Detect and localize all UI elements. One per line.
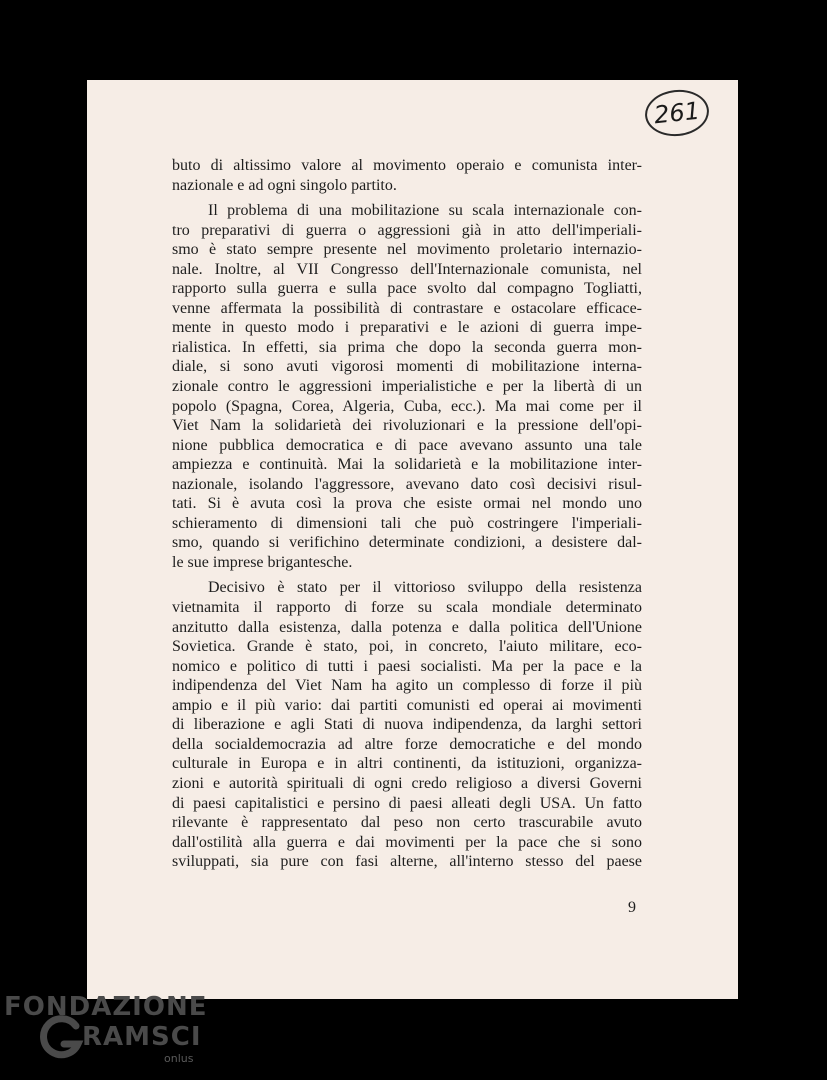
text-line: Il problema di una mobilitazione su scala internazionale con-: [208, 202, 642, 220]
text-line: ampio e il più vario: dai partiti comunisti ed operai ai movimenti: [172, 696, 642, 714]
text-line: smo è stato sempre presente nel movimento proletario internazio-: [172, 241, 642, 259]
paragraph-1: [172, 156, 642, 195]
text-line: rilevante è rappresentato dal peso non certo trascurabile avuto: [172, 814, 642, 832]
text-line: popolo (Spagna, Corea, Algeria, Cuba, ecc.). Ma mai come per il: [172, 397, 642, 415]
text-line: rialistica. In effetti, sia prima che dopo la seconda guerra mon-: [172, 338, 642, 356]
text-line: Viet Nam la solidarietà dei rivoluzionari e la pressione dell'opi-: [172, 417, 642, 435]
text-line: di liberazione e agli Stati di nuova indipendenza, da larghi settori: [172, 716, 642, 734]
logo-line-2: RAMSCI: [82, 1022, 202, 1052]
paragraph-3: [172, 578, 642, 871]
text-line: sviluppati, sia pure con fasi alterne, all'interno stesso del paese: [172, 853, 642, 871]
page-number: 9: [628, 899, 636, 916]
text-line: Sovietica. Grande è stato, poi, in concreto, l'aiuto militare, eco-: [172, 638, 642, 656]
text-line: indipendenza del Viet Nam ha agito un complesso di forze il più: [172, 677, 642, 695]
text-line: nale. Inoltre, al VII Congresso dell'Internazionale comunista, nel: [172, 260, 642, 278]
text-line: smo, quando si verifichino determinate condizioni, a desistere dal-: [172, 534, 642, 552]
text-line: tati. Si è avuta così la prova che esiste ormai nel mondo uno: [172, 495, 642, 513]
text-line: ampiezza e continuità. Mai la solidarietà e la mobilitazione inter-: [172, 456, 642, 474]
text-line: diale, si sono avuti vigorosi momenti di mobilitazione interna-: [172, 358, 642, 376]
text-line: zionale contro le aggressioni imperialistiche e per la libertà di un: [172, 378, 642, 396]
text-line: della socialdemocrazia ad altre forze democratiche e del mondo: [172, 735, 642, 753]
fondazione-gramsci-logo: [4, 992, 208, 1076]
text-line: tro preparativi di guerra o aggressioni già in atto dell'imperiali-: [172, 221, 642, 239]
text-line: anzitutto dalla esistenza, dalla potenza e dalla politica dell'Unione: [172, 618, 642, 636]
stamp-number: 261: [652, 96, 702, 130]
text-line: schieramento di dimensioni tali che può costringere l'imperiali-: [172, 514, 642, 532]
text-line: nazionale e ad ogni singolo partito.: [172, 176, 397, 194]
text-line: dall'ostilità alla guerra e dai movimenti per la pace che si sono: [172, 833, 642, 851]
text-line: vietnamita il rapporto di forze su scala mondiale determinato: [172, 599, 642, 617]
text-line: mente in questo modo i preparativi e le azioni di guerra impe-: [172, 319, 642, 337]
text-line: zioni e autorità spirituali di ogni credo religioso a diversi Governi: [172, 774, 642, 792]
text-line: culturale in Europa e in altri continenti, da istituzioni, organizza-: [172, 755, 642, 773]
paragraph-2: [172, 201, 642, 572]
text-line: rapporto sulla guerra e sulla pace svolto dal compagno Togliatti,: [172, 280, 642, 298]
text-line: buto di altissimo valore al movimento operaio e comunista inter-: [172, 157, 642, 174]
logo-line-1: FONDAZIONE: [4, 992, 208, 1022]
text-line: Decisivo è stato per il vittorioso sviluppo della resistenza: [208, 579, 642, 597]
logo-g-mark-icon: [38, 1014, 84, 1060]
text-line: le sue imprese brigantesche.: [172, 553, 353, 571]
text-line: nomico e politico di tutti i paesi socialisti. Ma per la pace e la: [172, 657, 642, 675]
text-line: nione pubblica democratica e di pace avevano assunto una tale: [172, 436, 642, 454]
text-line: nazionale, isolando l'aggressore, avevano dato così decisivi risul-: [172, 475, 642, 493]
logo-subtitle: onlus: [164, 1052, 194, 1065]
body-text: [172, 156, 642, 872]
text-line: venne affermata la possibilità di contrastare e ostacolare efficace-: [172, 299, 642, 317]
text-line: di paesi capitalistici e persino di paesi alleati degli USA. Un fatto: [172, 794, 642, 812]
